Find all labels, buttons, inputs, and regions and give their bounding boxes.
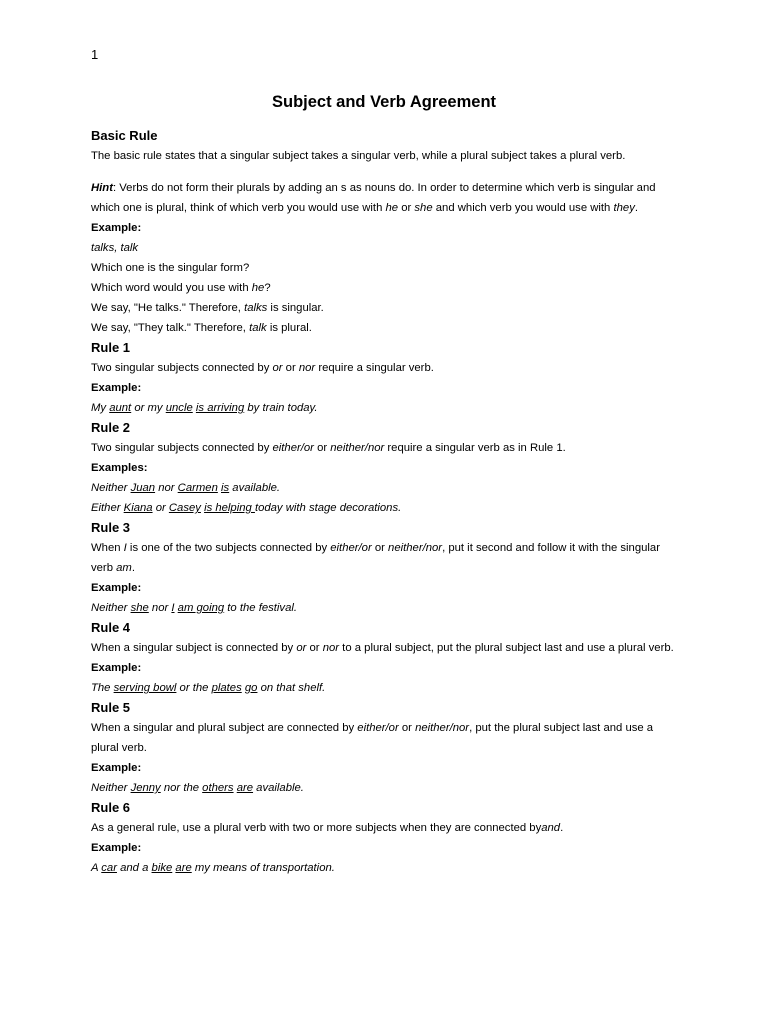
rule-2-example: Neither Juan nor Carmen is available. <box>91 482 281 494</box>
heading-rule-5: Rule 5 <box>91 700 131 715</box>
rule-1-text: Two singular subjects connected by or or nor require a singular verb. <box>91 362 434 374</box>
rule-1-example: My aunt or my uncle is arriving by train today. <box>91 402 318 414</box>
heading-rule-3: Rule 3 <box>91 520 131 535</box>
rule-2-example: Either Kiana or Casey is helping today with stage decorations. <box>91 502 402 514</box>
rule-3-text: When I is one of the two subjects connected by either/or or neither/nor, put it second and follow it with the singular verb am. <box>91 542 660 574</box>
heading-basic-rule: Basic Rule <box>91 128 158 143</box>
rule-4-example: The serving bowl or the plates go on that shelf. <box>91 682 326 694</box>
rule-6-example: A car and a bike are my means of transportation. <box>91 862 335 874</box>
hint-label: Hint <box>91 182 113 194</box>
page-number: 1 <box>91 47 99 62</box>
example-label: Example: <box>91 762 142 774</box>
example-label: Example: <box>91 662 142 674</box>
hint-paragraph: Hint: Verbs do not form their plurals by adding an s as nouns do. In order to determine which verb is singular and which one is plural, think of which verb you would use with he or she and which verb you would use with they. <box>91 182 656 214</box>
heading-rule-1: Rule 1 <box>91 340 131 355</box>
rule-5-text: When a singular and plural subject are connected by either/or or neither/nor, put the plural subject last and use a plural verb. <box>91 722 654 754</box>
rule-2-text: Two singular subjects connected by either/or or neither/nor require a singular verb as in Rule 1. <box>91 442 566 454</box>
example-label: Example: <box>91 582 142 594</box>
page-title: Subject and Verb Agreement <box>271 93 497 111</box>
rule-6-text: As a general rule, use a plural verb with two or more subjects when they are connected byand. <box>91 822 564 834</box>
question-line: Which word would you use with he? <box>91 282 271 294</box>
question-line: Which one is the singular form? <box>91 262 250 274</box>
explanation-line: We say, "He talks." Therefore, talks is singular. <box>91 302 324 314</box>
example-label: Example: <box>91 222 142 234</box>
example-text: talks, talk <box>91 242 139 254</box>
example-label: Example: <box>91 842 142 854</box>
example-label: Example: <box>91 382 142 394</box>
heading-rule-2: Rule 2 <box>91 420 131 435</box>
rule-5-example: Neither Jenny nor the others are available. <box>91 782 304 794</box>
heading-rule-4: Rule 4 <box>91 620 131 635</box>
basic-rule-text: The basic rule states that a singular subject takes a singular verb, while a plural subject takes a plural verb. <box>91 150 626 162</box>
heading-rule-6: Rule 6 <box>91 800 131 815</box>
rule-3-example: Neither she nor I am going to the festival. <box>91 602 297 614</box>
example-label: Examples: <box>91 462 148 474</box>
document-body <box>91 126 681 878</box>
rule-4-text: When a singular subject is connected by or or nor to a plural subject, put the plural subject last and use a plural verb. <box>91 642 674 654</box>
explanation-line: We say, "They talk." Therefore, talk is plural. <box>91 322 312 334</box>
